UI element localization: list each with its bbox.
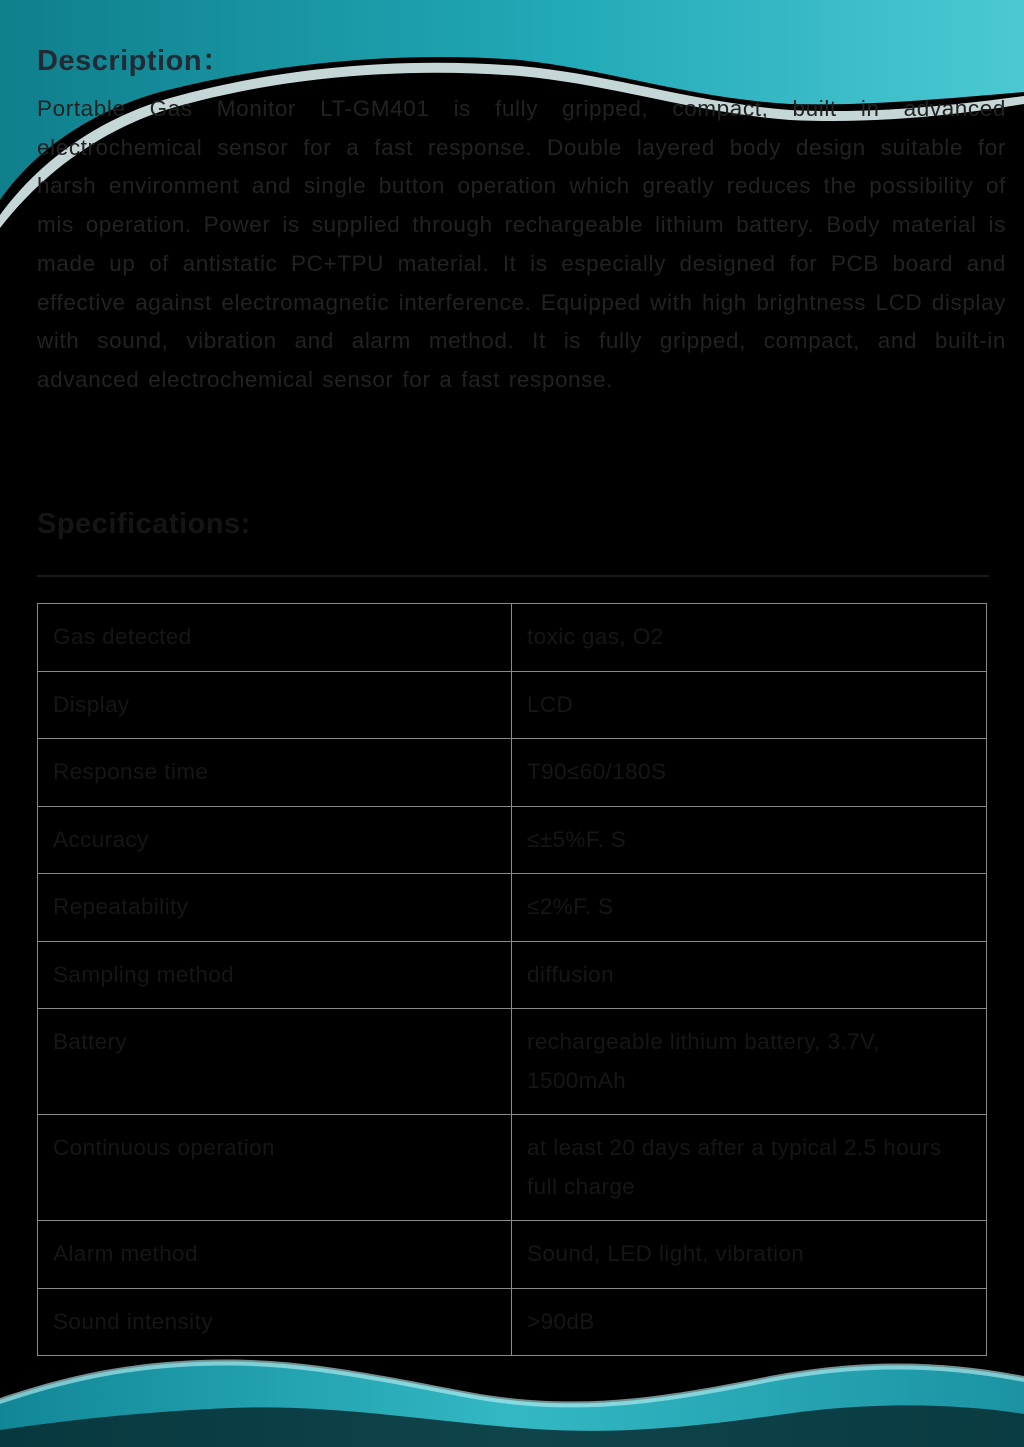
- spec-label: Display: [38, 671, 512, 739]
- table-row: [38, 941, 987, 1009]
- spec-label: Response time: [38, 739, 512, 807]
- spec-label: Gas detected: [38, 604, 512, 672]
- table-row: [38, 1288, 987, 1356]
- spec-label: Repeatability: [38, 874, 512, 942]
- table-row: [38, 1115, 987, 1221]
- description-text: Portable Gas Monitor LT-GM401 is fully gripped, compact, built in advanced electrochemical sensor for a fast response. Double layered body design suitable for harsh environment and single button operation which greatly reduces the possibility of mis operation. Power is supplied through rechargeable lithium battery. Body material is made up of antistatic PC+TPU material. It is especially designed for PCB board and effective against electromagnetic interference. Equipped with high brightness LCD display with sound, vibration and alarm method. It is fully gripped, compact, and built-in advanced electrochemical sensor for a fast response.: [37, 96, 1006, 392]
- spec-value: rechargeable lithium battery, 3.7V, 1500mAh: [512, 1009, 987, 1115]
- section-divider: [37, 575, 989, 577]
- table-row: [38, 604, 987, 672]
- spec-label: Sampling method: [38, 941, 512, 1009]
- spec-value: ≤±5%F. S: [512, 806, 987, 874]
- spec-value: diffusion: [512, 941, 987, 1009]
- table-row: [38, 1009, 987, 1115]
- table-row: [38, 806, 987, 874]
- spec-value: Sound, LED light, vibration: [512, 1221, 987, 1289]
- spec-value: toxic gas, O2: [512, 604, 987, 672]
- description-heading: Description：: [37, 45, 232, 77]
- spec-value: >90dB: [512, 1288, 987, 1356]
- specifications-heading: Specifications:: [37, 508, 251, 540]
- spec-label: Continuous operation: [38, 1115, 512, 1221]
- table-row: [38, 1221, 987, 1289]
- spec-label: Battery: [38, 1009, 512, 1115]
- table-row: [38, 739, 987, 807]
- table-row: [38, 874, 987, 942]
- spec-label: Sound intensity: [38, 1288, 512, 1356]
- specifications-table: [37, 603, 987, 1356]
- spec-label: Alarm method: [38, 1221, 512, 1289]
- spec-label: Accuracy: [38, 806, 512, 874]
- spec-value: T90≤60/180S: [512, 739, 987, 807]
- spec-value: at least 20 days after a typical 2.5 hours full charge: [512, 1115, 987, 1221]
- spec-value: ≤2%F. S: [512, 874, 987, 942]
- table-row: [38, 671, 987, 739]
- spec-value: LCD: [512, 671, 987, 739]
